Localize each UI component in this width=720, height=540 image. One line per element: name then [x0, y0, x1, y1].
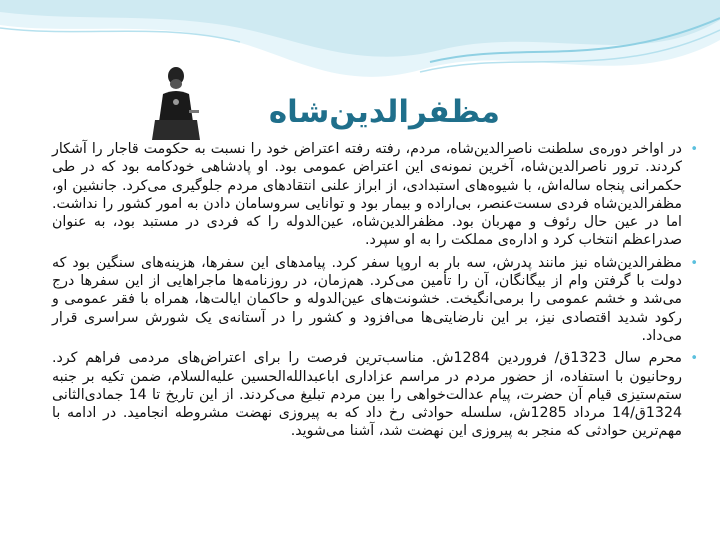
- slide-title: مظفرالدین‌شاه: [268, 94, 500, 130]
- bullet-dot-icon: •: [690, 142, 698, 157]
- bullet-item: [52, 140, 700, 250]
- bullet-item: [52, 254, 700, 345]
- bullet-list: [52, 140, 700, 540]
- portrait-photo-icon: [145, 62, 207, 142]
- bullet-item: [52, 349, 700, 440]
- bullet-text: مظفرالدین‌شاه نیز مانند پدرش، سه بار به اروپا سفر کرد. پیامدهای این سفرها، هزینه‌های سنگین بود که دولت با گرفتن وام از بیگانگان، آن را تأمین می‌کرد. هم‌زمان، در روزنامه‌ها ماجراهایی از این سفرها درج می‌شد و خشم عمومی را برمی‌انگیخت. خشونت‌های عین‌الدوله و حاکمان ایالت‌ها، همراه با فقر عمومی و رکود شدید اقتصادی نیز، بر این نارضایتی‌ها می‌افزود و کشور را در آستانه‌ی یک شورش سراسری قرار می‌داد.: [52, 254, 682, 344]
- bullet-text: محرم سال 1323ق/ فروردین 1284ش. مناسب‌ترین فرصت را برای اعتراض‌های مردمی فراهم کرد. روحانیون با استفاده، از حضور مردم در مراسم عزاداری اباعبدالله‌الحسین علیه‌السلام، ضمن تکیه بر جنبه ستم‌ستیزی قیام آن حضرت، پیام عدالت‌خواهی را بین مردم تبلیغ می‌کردند. از این تاریخ تا 14 جمادی‌الثانی 1324ق/14 مرداد 1285ش، سلسله حوادثی رخ داد که به پیروزی نهضت مشروطه انجامید. در ادامه با مهم‌ترین حوادثی که منجر به پیروزی این نهضت شد، آشنا می‌شوید.: [52, 350, 682, 440]
- bullet-dot-icon: •: [690, 255, 698, 271]
- bullet-text: در اواخر دوره‌ی سلطنت ناصرالدین‌شاه، مردم، رفته رفته اعتراض خود را نسبت به حکومت قاجار را آشکار کردند. ترور ناصرالدین‌شاه، آخرین نمونه‌ی این اعتراض عمومی بود. او پادشاهی خودکامه بود که در طی حکمرانی پنجاه ساله‌اش، با شیوه‌های استبدادی، از ابراز علنی انتقادهای مردم جلوگیری می‌کرد. جانشین او، مظفرالدین‌شاه فردی سست‌عنصر، بی‌اراده و بیمار بود و توانایی سروسامان دادن به امور کشور را نداشت. اما در عین حال رئوف و مهربان بود. مظفرالدین‌شاه، عین‌الدوله را که فردی در مستبد بود، به عنوان صدراعظم انتخاب کرد و اداره‌ی مملکت را به او سپرد.: [52, 141, 682, 249]
- bullet-dot-icon: •: [690, 351, 698, 367]
